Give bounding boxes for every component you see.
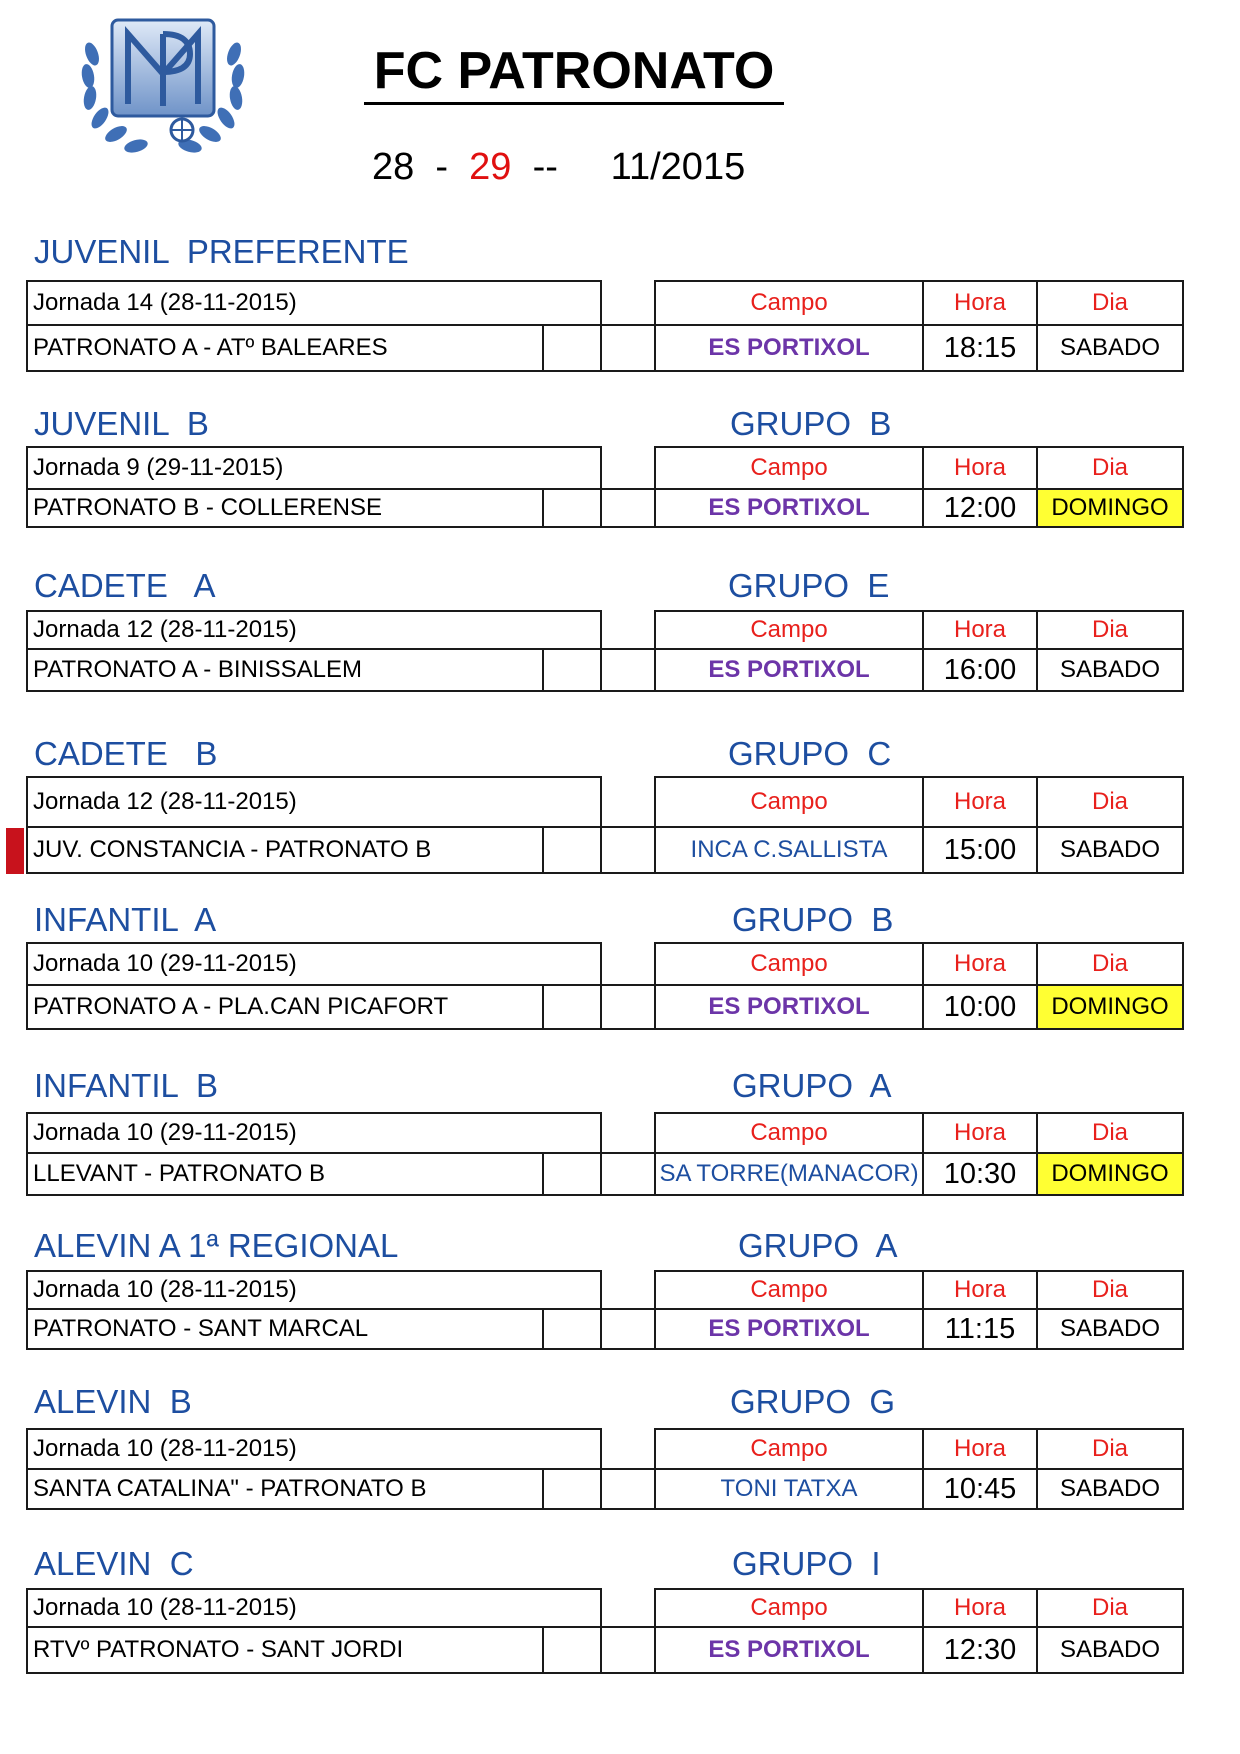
match-cell: JUV. CONSTANCIA - PATRONATO B	[27, 827, 543, 873]
category-heading: CADETE B	[34, 735, 218, 772]
category-heading: INFANTIL A	[34, 901, 217, 938]
empty-cell	[601, 1469, 655, 1509]
spacer-cell	[601, 1589, 655, 1627]
campo-cell: ES PORTIXOL	[655, 1309, 923, 1349]
campo-cell: ES PORTIXOL	[655, 489, 923, 527]
hora-header: Hora	[923, 943, 1037, 985]
spacer-cell	[601, 1429, 655, 1469]
spacer-cell	[601, 1271, 655, 1309]
jornada-cell: Jornada 10 (28-11-2015)	[27, 1429, 601, 1469]
date-range	[372, 146, 745, 189]
match-table	[26, 446, 1184, 528]
dia-cell: DOMINGO	[1037, 489, 1183, 527]
jornada-cell: Jornada 10 (28-11-2015)	[27, 1589, 601, 1627]
match-cell: PATRONATO A - ATº BALEARES	[27, 325, 543, 371]
campo-cell: ES PORTIXOL	[655, 985, 923, 1029]
campo-header: Campo	[655, 281, 923, 325]
match-cell: PATRONATO - SANT MARCAL	[27, 1309, 543, 1349]
dia-header: Dia	[1037, 1113, 1183, 1153]
hora-cell: 18:15	[923, 325, 1037, 371]
campo-header: Campo	[655, 777, 923, 827]
category-heading: INFANTIL B	[34, 1067, 218, 1104]
row-marker	[6, 828, 24, 874]
page-title: FC PATRONATO	[364, 42, 784, 105]
empty-cell	[601, 1627, 655, 1673]
campo-header: Campo	[655, 1429, 923, 1469]
hora-cell: 15:00	[923, 827, 1037, 873]
empty-cell	[601, 1309, 655, 1349]
jornada-cell: Jornada 12 (28-11-2015)	[27, 611, 601, 649]
match-table	[26, 610, 1184, 692]
empty-cell	[543, 1469, 601, 1509]
campo-header: Campo	[655, 447, 923, 489]
campo-cell: INCA C.SALLISTA	[655, 827, 923, 873]
match-cell: PATRONATO A - PLA.CAN PICAFORT	[27, 985, 543, 1029]
jornada-cell: Jornada 12 (28-11-2015)	[27, 777, 601, 827]
group-heading: GRUPO G	[730, 1383, 896, 1420]
empty-cell	[601, 1153, 655, 1195]
campo-header: Campo	[655, 1589, 923, 1627]
dia-cell: DOMINGO	[1037, 1153, 1183, 1195]
category-heading: ALEVIN B	[34, 1383, 192, 1420]
jornada-cell: Jornada 9 (29-11-2015)	[27, 447, 601, 489]
hora-cell: 10:45	[923, 1469, 1037, 1509]
empty-cell	[601, 985, 655, 1029]
hora-cell: 12:00	[923, 489, 1037, 527]
category-heading: CADETE A	[34, 567, 216, 604]
match-table	[26, 1112, 1184, 1196]
category-heading: ALEVIN C	[34, 1545, 194, 1582]
group-heading: GRUPO B	[732, 901, 894, 938]
match-cell: RTVº PATRONATO - SANT JORDI	[27, 1627, 543, 1673]
match-table	[26, 280, 1184, 372]
empty-cell	[601, 649, 655, 691]
empty-cell	[543, 1309, 601, 1349]
dia-cell: SABADO	[1037, 325, 1183, 371]
spacer-cell	[601, 611, 655, 649]
dia-cell: SABADO	[1037, 649, 1183, 691]
hora-header: Hora	[923, 611, 1037, 649]
empty-cell	[601, 489, 655, 527]
group-heading: GRUPO C	[728, 735, 892, 772]
match-table	[26, 776, 1184, 874]
dia-header: Dia	[1037, 281, 1183, 325]
match-table	[26, 1588, 1184, 1674]
hora-cell: 10:30	[923, 1153, 1037, 1195]
hora-cell: 11:15	[923, 1309, 1037, 1349]
match-cell: PATRONATO B - COLLERENSE	[27, 489, 543, 527]
date-day-2: 29	[469, 146, 512, 188]
date-separator-2: --	[511, 146, 611, 188]
empty-cell	[601, 827, 655, 873]
dia-cell: SABADO	[1037, 1469, 1183, 1509]
campo-cell: TONI TATXA	[655, 1469, 923, 1509]
dia-header: Dia	[1037, 1429, 1183, 1469]
empty-cell	[601, 325, 655, 371]
group-heading: GRUPO A	[732, 1067, 892, 1104]
category-heading: JUVENIL B	[34, 405, 209, 442]
hora-header: Hora	[923, 1429, 1037, 1469]
empty-cell	[543, 827, 601, 873]
hora-header: Hora	[923, 281, 1037, 325]
hora-header: Hora	[923, 777, 1037, 827]
group-heading: GRUPO I	[732, 1545, 881, 1582]
match-table	[26, 942, 1184, 1030]
campo-header: Campo	[655, 611, 923, 649]
match-cell: LLEVANT - PATRONATO B	[27, 1153, 543, 1195]
hora-header: Hora	[923, 1271, 1037, 1309]
category-heading: JUVENIL PREFERENTE	[34, 233, 409, 270]
empty-cell	[543, 1627, 601, 1673]
campo-cell: ES PORTIXOL	[655, 649, 923, 691]
empty-cell	[543, 649, 601, 691]
spacer-cell	[601, 281, 655, 325]
empty-cell	[543, 489, 601, 527]
match-cell: PATRONATO A - BINISSALEM	[27, 649, 543, 691]
spacer-cell	[601, 943, 655, 985]
dia-header: Dia	[1037, 777, 1183, 827]
match-table	[26, 1428, 1184, 1510]
club-logo	[74, 14, 252, 164]
match-table	[26, 1270, 1184, 1350]
empty-cell	[543, 325, 601, 371]
campo-header: Campo	[655, 943, 923, 985]
date-separator-1: -	[414, 146, 470, 188]
group-heading: GRUPO E	[728, 567, 890, 604]
dia-header: Dia	[1037, 1271, 1183, 1309]
match-cell: SANTA CATALINA" - PATRONATO B	[27, 1469, 543, 1509]
campo-cell: ES PORTIXOL	[655, 1627, 923, 1673]
campo-header: Campo	[655, 1271, 923, 1309]
dia-cell: DOMINGO	[1037, 985, 1183, 1029]
dia-cell: SABADO	[1037, 827, 1183, 873]
spacer-cell	[601, 1113, 655, 1153]
dia-cell: SABADO	[1037, 1309, 1183, 1349]
jornada-cell: Jornada 10 (29-11-2015)	[27, 1113, 601, 1153]
hora-header: Hora	[923, 447, 1037, 489]
hora-cell: 12:30	[923, 1627, 1037, 1673]
date-day-1: 28	[372, 146, 415, 188]
dia-header: Dia	[1037, 447, 1183, 489]
spacer-cell	[601, 447, 655, 489]
date-month: 11/2015	[610, 146, 746, 188]
jornada-cell: Jornada 10 (29-11-2015)	[27, 943, 601, 985]
hora-cell: 10:00	[923, 985, 1037, 1029]
hora-header: Hora	[923, 1589, 1037, 1627]
empty-cell	[543, 985, 601, 1029]
jornada-cell: Jornada 10 (28-11-2015)	[27, 1271, 601, 1309]
campo-header: Campo	[655, 1113, 923, 1153]
dia-header: Dia	[1037, 1589, 1183, 1627]
group-heading: GRUPO A	[738, 1227, 898, 1264]
group-heading: GRUPO B	[730, 405, 892, 442]
campo-cell: ES PORTIXOL	[655, 325, 923, 371]
spacer-cell	[601, 777, 655, 827]
dia-cell: SABADO	[1037, 1627, 1183, 1673]
dia-header: Dia	[1037, 943, 1183, 985]
hora-cell: 16:00	[923, 649, 1037, 691]
hora-header: Hora	[923, 1113, 1037, 1153]
jornada-cell: Jornada 14 (28-11-2015)	[27, 281, 601, 325]
dia-header: Dia	[1037, 611, 1183, 649]
campo-cell: SA TORRE(MANACOR)	[655, 1153, 923, 1195]
empty-cell	[543, 1153, 601, 1195]
category-heading: ALEVIN A 1ª REGIONAL	[34, 1227, 399, 1264]
